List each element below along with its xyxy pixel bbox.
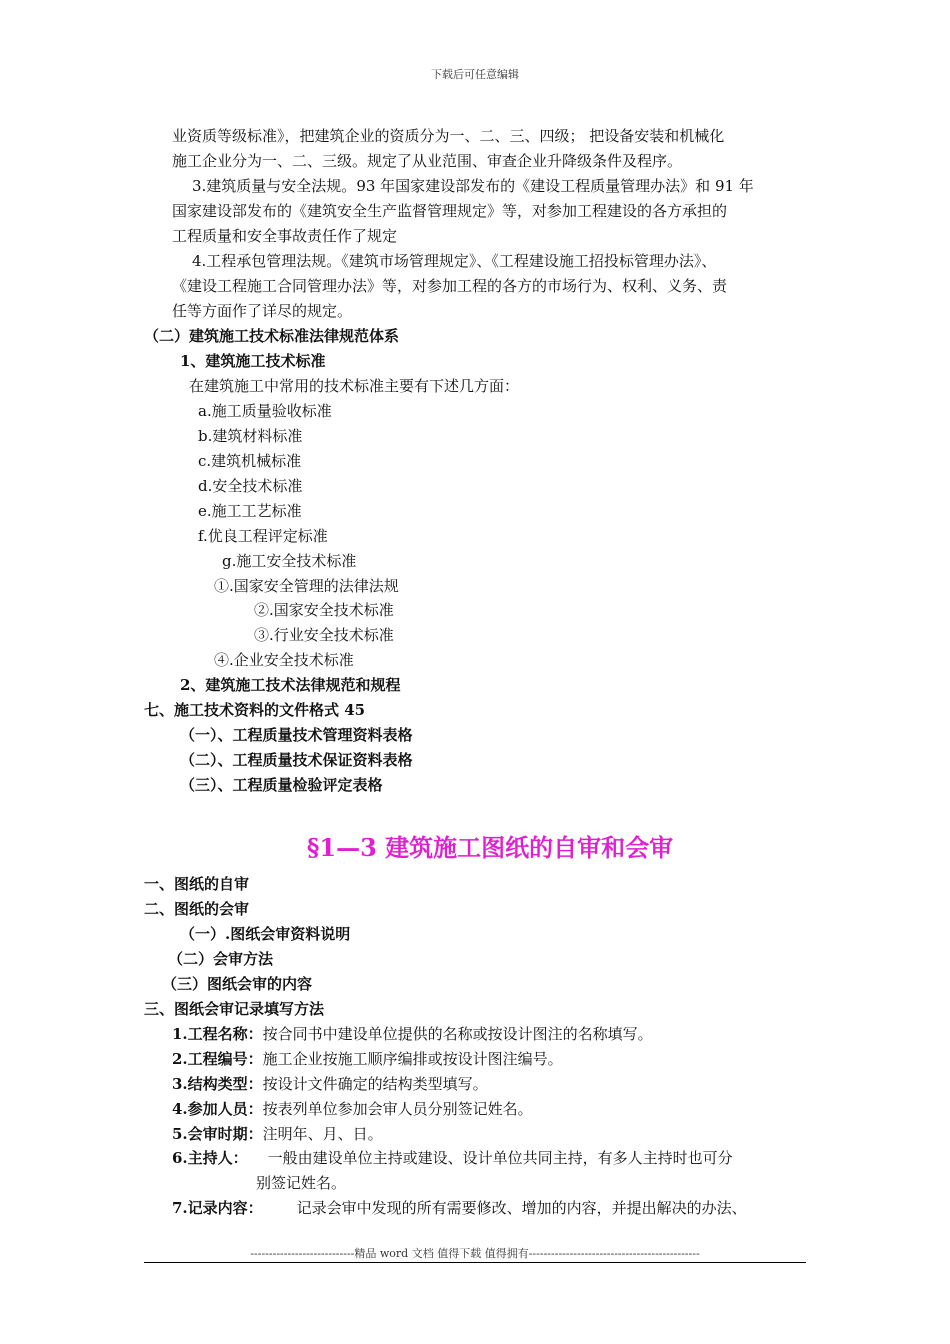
list-item: f.优良工程评定标准 xyxy=(198,527,328,545)
footer-rule xyxy=(144,1262,806,1263)
section-heading: 七、施工技术资料的文件格式 45 xyxy=(144,701,366,719)
field-label: 4.参加人员： xyxy=(172,1100,263,1118)
subsection-heading: 2、建筑施工技术法律规范和规程 xyxy=(180,676,401,694)
list-item: b.建筑材料标准 xyxy=(198,427,303,445)
field-row xyxy=(172,1124,383,1144)
paragraph-line: 《建设工程施工合同管理办法》等，对参加工程的各方的市场行为、权利、义务、责 xyxy=(172,277,728,295)
field-text: 按合同书中建设单位提供的名称或按设计图注的名称填写。 xyxy=(262,1025,653,1043)
field-label: 5.会审时期： xyxy=(172,1125,263,1143)
list-item: ①.国家安全管理的法律法规 xyxy=(214,577,399,595)
field-text: 注明年、月、日。 xyxy=(262,1125,383,1143)
list-item: ④.企业安全技术标准 xyxy=(214,651,354,669)
list-item: ③.行业安全技术标准 xyxy=(254,626,394,644)
section-heading: 三、图纸会审记录填写方法 xyxy=(144,1000,325,1018)
field-label: 2.工程编号： xyxy=(172,1050,263,1068)
chapter-title: §1—3 建筑施工图纸的自审和会审 xyxy=(306,833,674,862)
intro-text: 在建筑施工中常用的技术标准主要有下述几方面： xyxy=(189,377,520,395)
list-item: （一）.图纸会审资料说明 xyxy=(180,925,351,943)
paragraph-line: 4.工程承包管理法规。《建筑市场管理规定》、《工程建设施工招投标管理办法》、 xyxy=(192,252,717,270)
field-text: 按表列单位参加会审人员分别签记姓名。 xyxy=(262,1100,533,1118)
field-text: 一般由建设单位主持或建设、设计单位共同主持，有多人主持时也可分 xyxy=(267,1149,733,1167)
field-row xyxy=(172,1074,488,1094)
field-continuation: 别签记姓名。 xyxy=(256,1174,347,1192)
list-item: （二）会审方法 xyxy=(168,950,274,968)
field-text: 按设计文件确定的结构类型填写。 xyxy=(262,1075,488,1093)
list-item: （三）图纸会审的内容 xyxy=(162,975,313,993)
field-row xyxy=(172,1099,533,1119)
field-label: 6.主持人： xyxy=(172,1149,248,1167)
list-item: d.安全技术标准 xyxy=(198,477,303,495)
field-label: 7.记录内容： xyxy=(172,1199,263,1217)
paragraph-line: 任等方面作了详尽的规定。 xyxy=(172,302,353,320)
paragraph-line: 业资质等级标准》，把建筑企业的资质分为一、二、三、四级； 把设备安装和机械化 xyxy=(172,127,725,145)
field-text: 施工企业按施工顺序编排或按设计图注编号。 xyxy=(262,1050,563,1068)
field-label: 3.结构类型： xyxy=(172,1075,263,1093)
section-heading: 一、图纸的自审 xyxy=(144,875,250,893)
list-item: （二）、工程质量技术保证资料表格 xyxy=(180,751,413,769)
page-header: 下载后可任意编辑 xyxy=(431,68,519,81)
field-text: 记录会审中发现的所有需要修改、增加的内容，并提出解决的办法、 xyxy=(296,1199,747,1217)
field-row xyxy=(172,1198,747,1218)
page-footer: ----------------------------精品 word 文档 值得下载 值得拥有---------------------------------------------- xyxy=(250,1247,700,1260)
paragraph-line: 施工企业分为一、二、三级。规定了从业范围、审查企业升降级条件及程序。 xyxy=(172,152,683,170)
section-heading: 二、图纸的会审 xyxy=(144,900,250,918)
list-item: g.施工安全技术标准 xyxy=(222,552,357,570)
paragraph-line: 3.建筑质量与安全法规。93 年国家建设部发布的《建设工程质量管理办法》和 91 年 xyxy=(192,177,754,195)
field-row xyxy=(172,1049,563,1069)
paragraph-line: 工程质量和安全事故责任作了规定 xyxy=(172,227,398,245)
paragraph-line: 国家建设部发布的《建筑安全生产监督管理规定》等，对参加工程建设的各方承担的 xyxy=(172,202,728,220)
list-item: a.施工质量验收标准 xyxy=(198,402,332,420)
list-item: （三）、工程质量检验评定表格 xyxy=(180,776,383,794)
field-row xyxy=(172,1024,653,1044)
list-item: ②.国家安全技术标准 xyxy=(254,601,394,619)
field-label: 1.工程名称： xyxy=(172,1025,263,1043)
section-heading: （二）建筑施工技术标准法律规范体系 xyxy=(144,327,400,345)
list-item: e.施工工艺标准 xyxy=(198,502,302,520)
list-item: （一）、工程质量技术管理资料表格 xyxy=(180,726,413,744)
field-row xyxy=(172,1148,733,1168)
subsection-heading: 1、建筑施工技术标准 xyxy=(180,352,326,370)
list-item: c.建筑机械标准 xyxy=(198,452,302,470)
